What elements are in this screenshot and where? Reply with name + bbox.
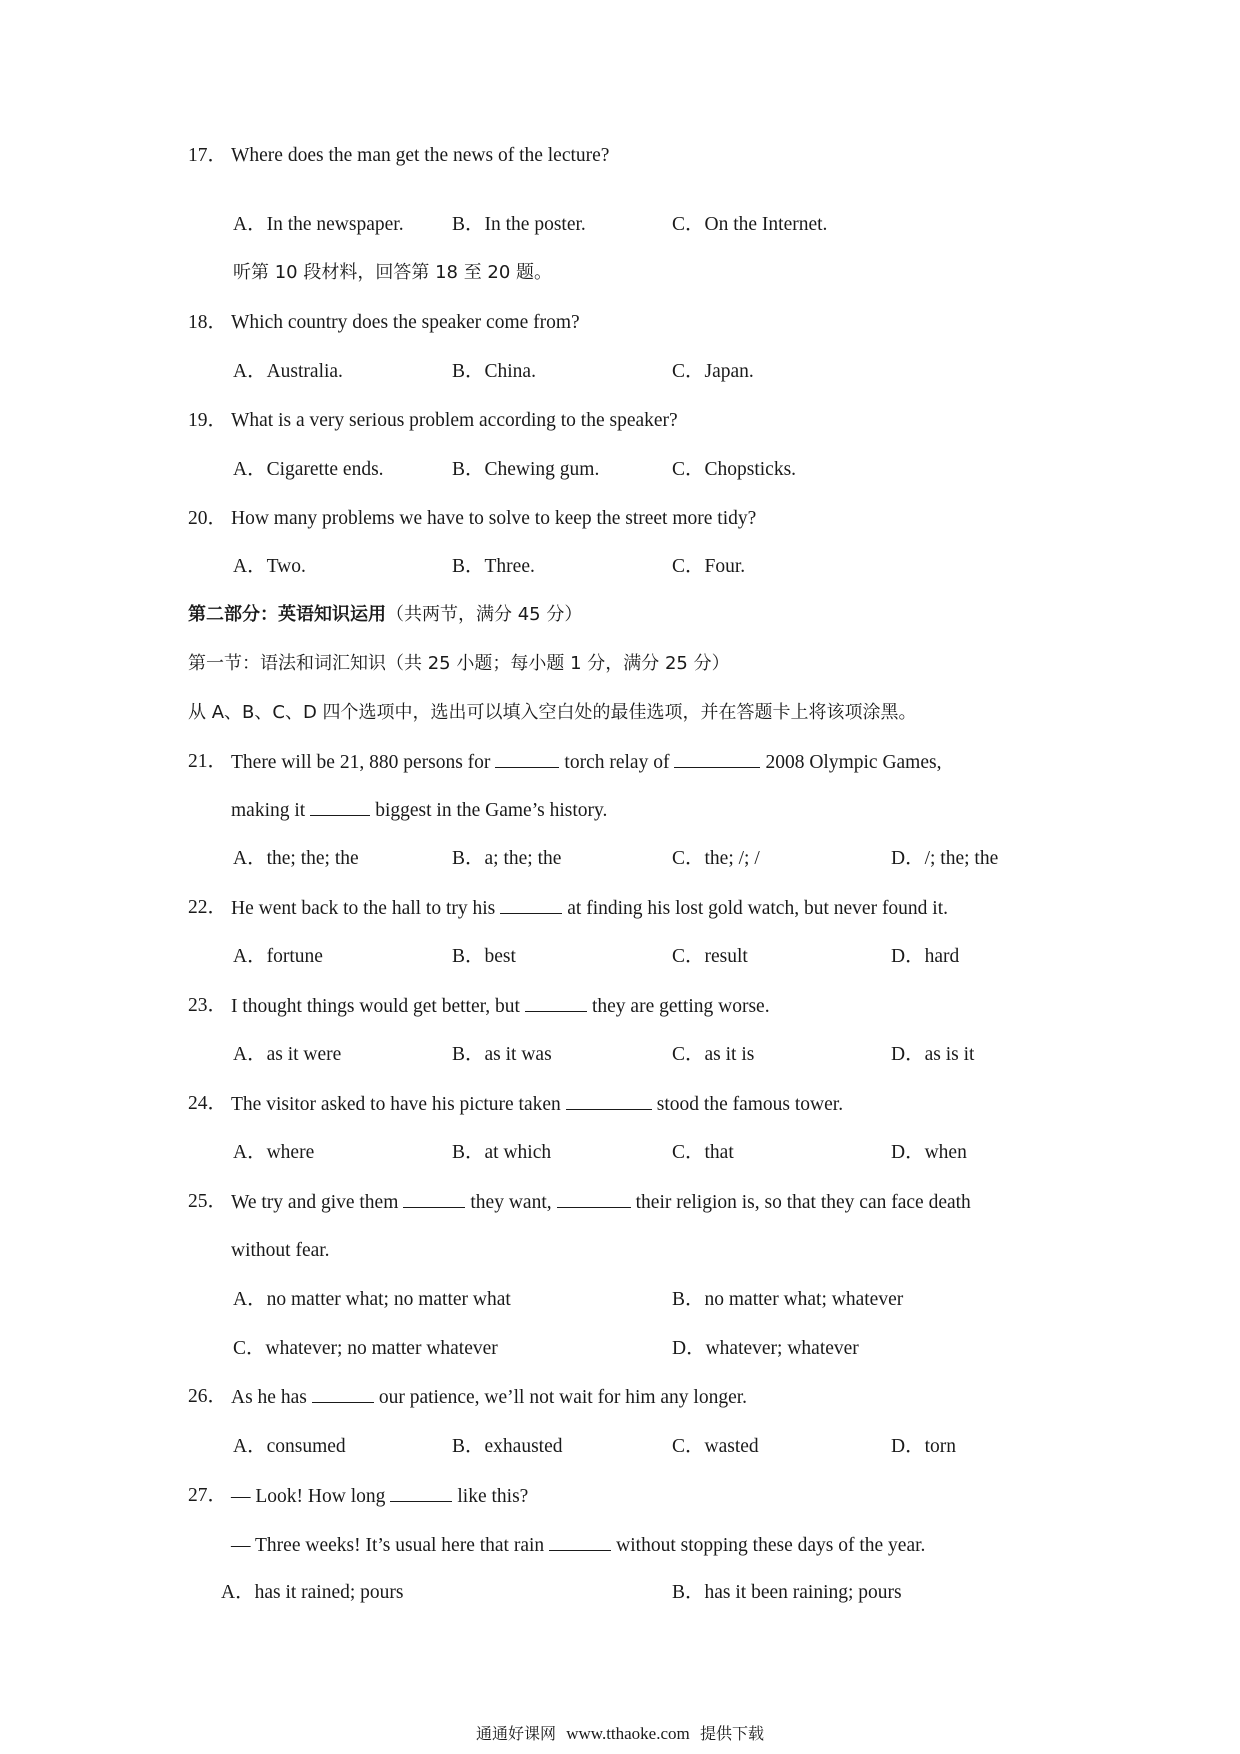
answer-blank [403, 1189, 465, 1208]
option-b: B．at which [452, 1142, 552, 1163]
option-c: C．On the Internet. [672, 214, 828, 235]
text-part: our patience, we’ll not wait for him any longer. [378, 1387, 748, 1408]
section-instruction: 从 A、B、C、D 四个选项中，选出可以填入空白处的最佳选项，并在答题卡上将该项涂黑。 [188, 702, 917, 723]
text-part: The visitor asked to have his picture taken [231, 1094, 561, 1115]
answer-blank [566, 1091, 652, 1110]
question-text [231, 1483, 528, 1510]
question-number: 27． [188, 1485, 228, 1506]
answer-blank [312, 1384, 374, 1403]
option-c: C．wasted [672, 1436, 759, 1457]
answer-blank [557, 1189, 631, 1208]
option-b: B．Chewing gum. [452, 459, 600, 480]
page-footer [0, 1723, 1240, 1745]
text-part: I thought things would get better, but [231, 996, 520, 1017]
question-text [231, 1091, 843, 1118]
option-a: A．as it were [233, 1044, 342, 1065]
text-part: they are getting worse. [591, 996, 770, 1017]
option-a: A．fortune [233, 946, 323, 967]
option-a: A．the; the; the [233, 848, 359, 869]
footer-site-name: 通通好课网 [475, 1724, 556, 1743]
option-a: A．Cigarette ends. [233, 459, 384, 480]
part-heading [188, 602, 582, 628]
option-b: B．has it been raining; pours [672, 1582, 902, 1603]
option-b: B．best [452, 946, 516, 967]
option-c: C．result [672, 946, 748, 967]
option-c: C．as it is [672, 1044, 755, 1065]
question-number: 17． [188, 145, 228, 166]
option-d: D．when [891, 1142, 967, 1163]
question-text: How many problems we have to solve to keep the street more tidy? [231, 508, 757, 529]
text-part: making it [231, 800, 306, 821]
option-b: B．as it was [452, 1044, 552, 1065]
option-a: A．consumed [233, 1436, 346, 1457]
option-b: B．In the poster. [452, 214, 586, 235]
text-part: they want, [470, 1192, 552, 1213]
text-part: There will be 21, 880 persons for [231, 752, 491, 773]
question-number: 23． [188, 995, 228, 1016]
question-text [231, 993, 770, 1020]
option-d: D．as is it [891, 1044, 975, 1065]
text-part: at finding his lost gold watch, but never found it. [567, 898, 949, 919]
option-d: D．hard [891, 946, 960, 967]
option-c: C．whatever; no matter whatever [233, 1338, 498, 1359]
question-text [231, 1384, 747, 1411]
option-a: A．Two. [233, 556, 306, 577]
option-c: C．that [672, 1142, 734, 1163]
answer-blank [310, 797, 370, 816]
listening-instruction: 听第 10 段材料，回答第 18 至 20 题。 [233, 262, 553, 283]
option-b: B．Three. [452, 556, 535, 577]
option-b: B．exhausted [452, 1436, 563, 1457]
option-b: B．a; the; the [452, 848, 562, 869]
question-number: 25． [188, 1191, 228, 1212]
text-part: He went back to the hall to try his [231, 898, 496, 919]
option-b: B．no matter what; whatever [672, 1289, 904, 1310]
question-text: Where does the man get the news of the lecture? [231, 145, 610, 166]
answer-blank [549, 1532, 611, 1551]
text-part: stood the famous tower. [656, 1094, 844, 1115]
question-text: What is a very serious problem according to the speaker? [231, 410, 678, 431]
question-text [231, 1189, 971, 1216]
option-d: D．torn [891, 1436, 956, 1457]
text-part: like this? [457, 1486, 529, 1507]
text-part: — Look! How long [231, 1486, 386, 1507]
option-d: D．whatever; whatever [672, 1338, 859, 1359]
question-number: 22． [188, 897, 228, 918]
option-c: C．the; /; / [672, 848, 760, 869]
question-text-line2: without fear. [231, 1240, 330, 1261]
option-b: B．China. [452, 361, 536, 382]
question-number: 20． [188, 508, 228, 529]
question-number: 18． [188, 312, 228, 333]
section-heading: 第一节：语法和词汇知识（共 25 小题；每小题 1 分，满分 25 分） [188, 653, 730, 674]
question-text: Which country does the speaker come from? [231, 312, 580, 333]
text-part: torch relay of [564, 752, 670, 773]
answer-blank [495, 749, 559, 768]
option-c: C．Four. [672, 556, 746, 577]
answer-blank [390, 1483, 452, 1502]
question-number: 26． [188, 1386, 228, 1407]
question-text-line2 [231, 797, 607, 824]
question-text [231, 895, 948, 922]
option-a: A．In the newspaper. [233, 214, 404, 235]
answer-blank [500, 895, 562, 914]
text-part: We try and give them [231, 1192, 399, 1213]
option-d: D．/; the; the [891, 848, 999, 869]
question-text [231, 749, 941, 776]
option-a: A．where [233, 1142, 315, 1163]
option-a: A．Australia. [233, 361, 343, 382]
footer-url[interactable]: www.tthaoke.com [566, 1724, 690, 1743]
text-part: 2008 Olympic Games, [765, 752, 942, 773]
question-text-line2 [231, 1532, 925, 1559]
question-number: 21． [188, 751, 228, 772]
part-title-note: （共两节，满分 45 分） [386, 604, 583, 625]
question-number: 19． [188, 410, 228, 431]
text-part: As he has [231, 1387, 307, 1408]
answer-blank [525, 993, 587, 1012]
question-number: 24． [188, 1093, 228, 1114]
option-c: C．Chopsticks. [672, 459, 797, 480]
footer-download-note: 提供下载 [700, 1724, 765, 1743]
option-a: A．has it rained; pours [221, 1582, 404, 1603]
option-c: C．Japan. [672, 361, 754, 382]
option-a: A．no matter what; no matter what [233, 1289, 511, 1310]
part-title: 第二部分：英语知识运用 [188, 604, 386, 625]
answer-blank [674, 749, 760, 768]
text-part: — Three weeks! It’s usual here that rain [231, 1535, 545, 1556]
text-part: biggest in the Game’s history. [375, 800, 608, 821]
text-part: their religion is, so that they can face death [635, 1192, 971, 1213]
text-part: without stopping these days of the year. [616, 1535, 926, 1556]
